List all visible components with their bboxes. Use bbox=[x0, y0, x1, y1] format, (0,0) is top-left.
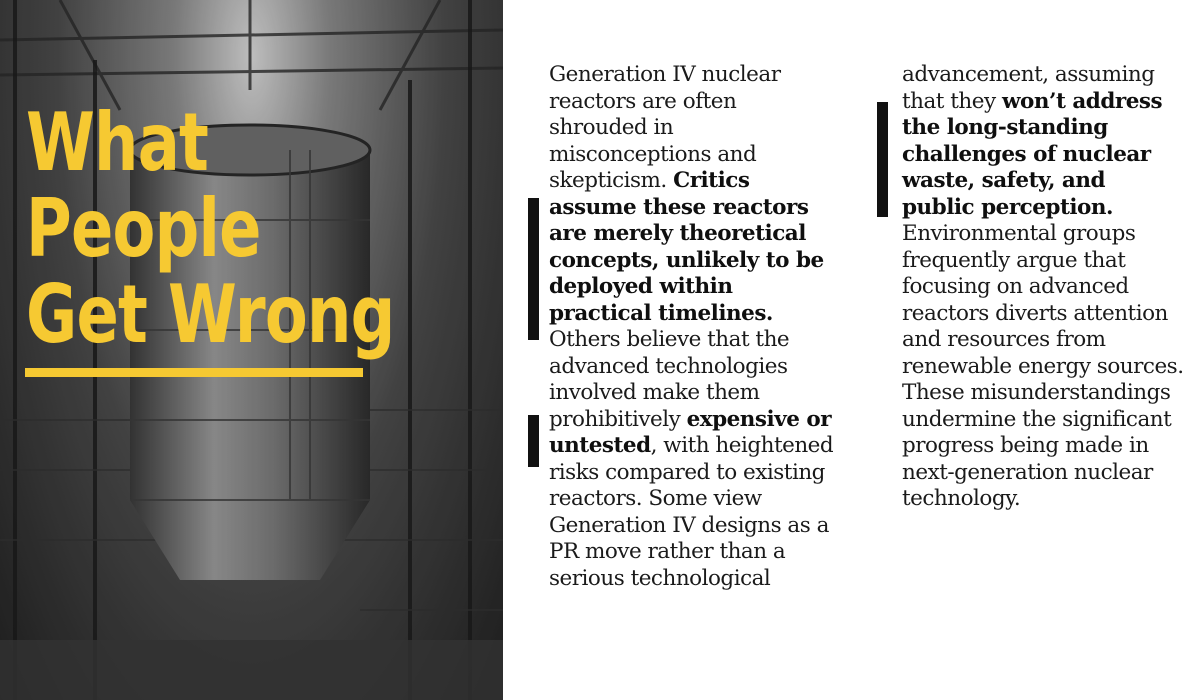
col1-text-3: , with heightened risks compared to existing reactors. Some view Generation IV designs as a PR move rather than a serious technological bbox=[549, 433, 834, 591]
col1-text-2: Others believe that the advanced technologies involved make them prohibitively bbox=[549, 327, 790, 432]
highlight-bar-1 bbox=[528, 198, 539, 340]
col2-text-2: Environmental groups frequently argue that focusing on advanced reactors diverts attention and resources from renewable energy sources. These misunderstandings undermine the significant progress being made in next-generation nuclear technology. bbox=[902, 221, 1184, 511]
body-column-2 bbox=[902, 62, 1184, 513]
col2-emphasis-1: won’t address the long-standing challenges of nuclear waste, safety, and public perception. bbox=[902, 88, 1163, 220]
body-column-1 bbox=[549, 62, 839, 592]
col2-text-1: advancement, assuming that they bbox=[902, 62, 1155, 114]
highlight-bar-3 bbox=[877, 102, 888, 217]
headline-line-3: Get Wrong bbox=[26, 268, 395, 361]
headline bbox=[26, 96, 395, 361]
reactor-hall-photo bbox=[0, 0, 503, 700]
headline-line-2: People bbox=[26, 182, 261, 275]
headline-underline bbox=[25, 368, 363, 377]
highlight-bar-2 bbox=[528, 415, 539, 467]
headline-line-1: What bbox=[26, 96, 209, 189]
col1-emphasis-1: Critics assume these reactors are merely theoretical concepts, unlikely to be deployed within practical timelines. bbox=[549, 168, 824, 326]
col1-emphasis-2: expensive or untested bbox=[549, 406, 832, 458]
col1-text-1: Generation IV nuclear reactors are often shrouded in misconceptions and skepticism. bbox=[549, 62, 781, 193]
